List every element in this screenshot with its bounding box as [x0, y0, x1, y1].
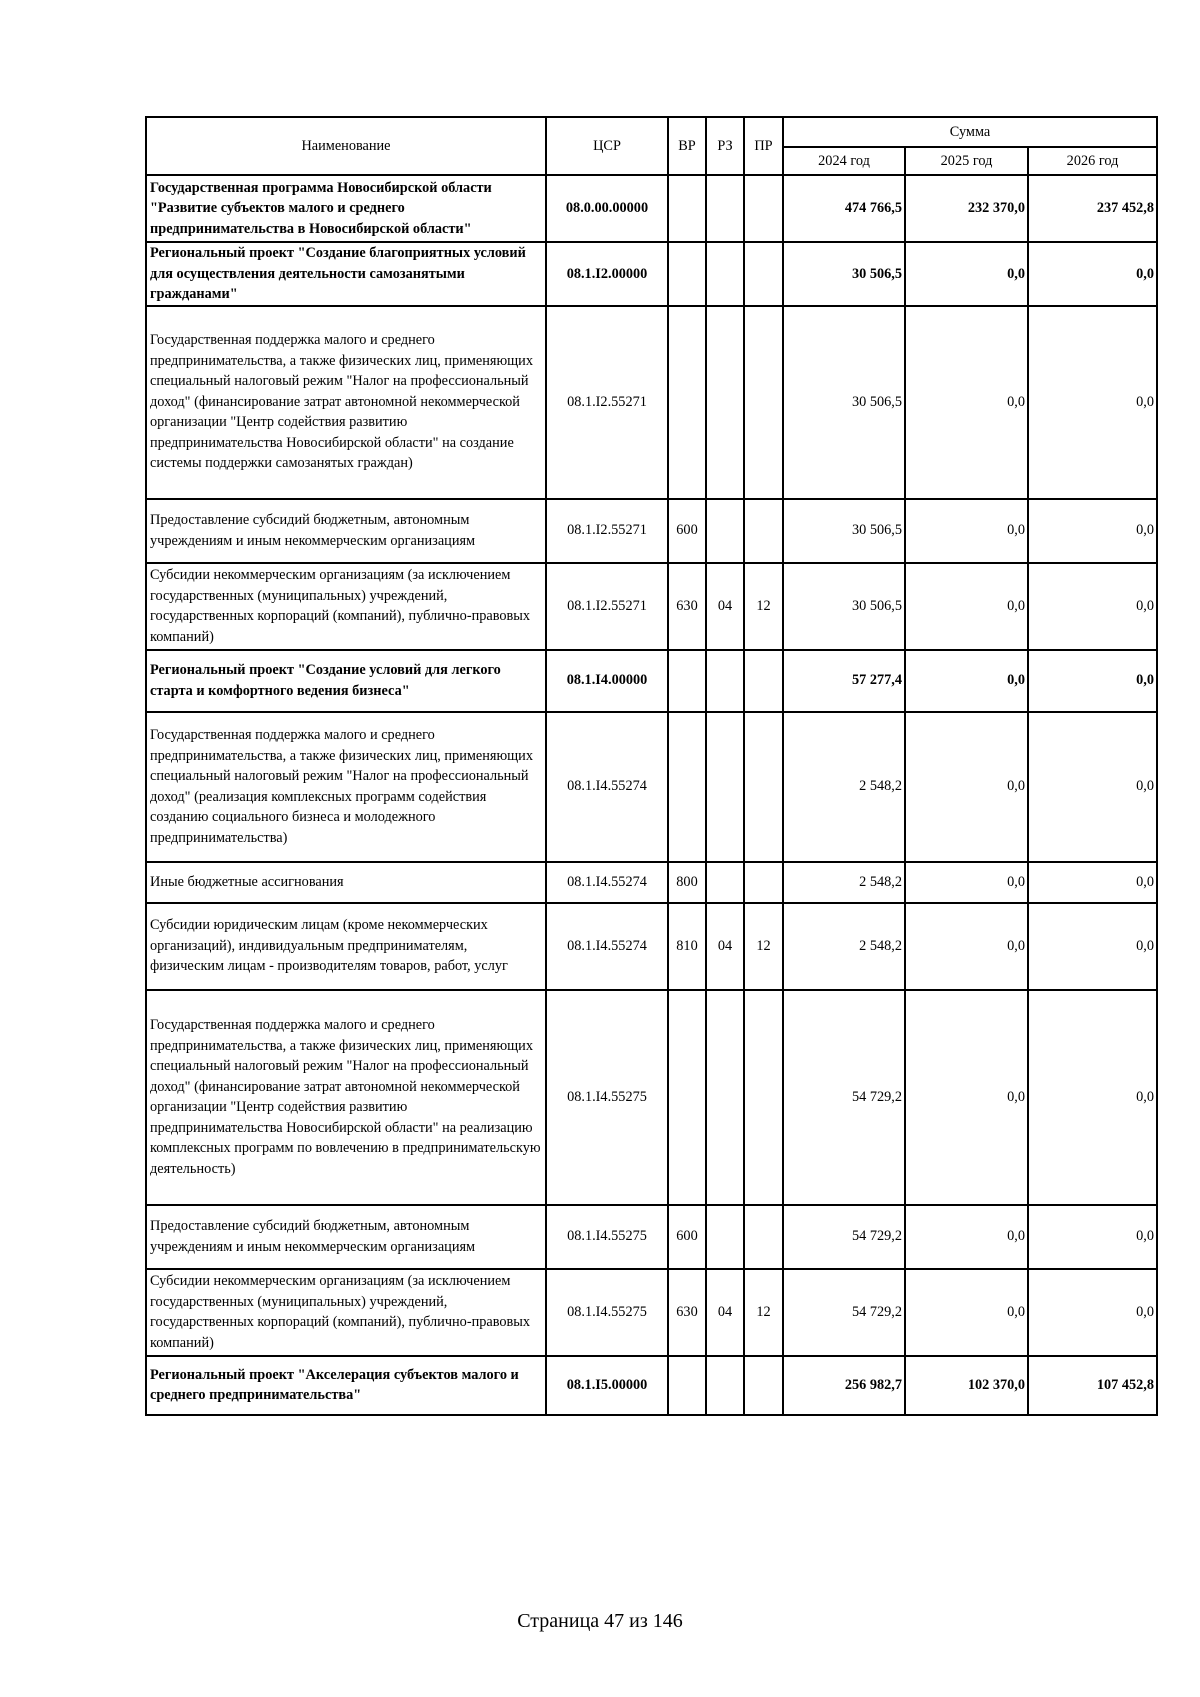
cell-2025: 102 370,0 [905, 1356, 1028, 1415]
cell-2025: 0,0 [905, 650, 1028, 712]
cell-vr [668, 990, 706, 1205]
cell-name: Государственная поддержка малого и среднего предпринимательства, а также физических лиц, применяющих специальный налоговый режим "Налог на профессиональный доход" (финансирование затрат автономной некоммерческой организации "Центр содействия развитию предпринимательства Новосибирской области" на создание системы поддержки самозанятых граждан) [146, 306, 546, 499]
budget-table-container [145, 116, 1156, 1416]
cell-rz [706, 242, 744, 306]
table-body [146, 175, 1157, 1415]
header-name: Наименование [146, 117, 546, 175]
cell-vr [668, 650, 706, 712]
cell-pr [744, 990, 783, 1205]
cell-pr: 12 [744, 903, 783, 990]
cell-2026: 0,0 [1028, 1269, 1157, 1356]
header-vr: ВР [668, 117, 706, 175]
cell-vr: 800 [668, 862, 706, 903]
cell-2026: 0,0 [1028, 306, 1157, 499]
cell-vr: 600 [668, 499, 706, 563]
cell-csr: 08.1.I4.00000 [546, 650, 668, 712]
header-sum: Сумма [783, 117, 1157, 147]
cell-pr [744, 175, 783, 242]
cell-2026: 0,0 [1028, 242, 1157, 306]
cell-rz [706, 862, 744, 903]
cell-vr: 630 [668, 1269, 706, 1356]
cell-csr: 08.1.I4.55274 [546, 862, 668, 903]
cell-2025: 0,0 [905, 563, 1028, 650]
cell-pr [744, 242, 783, 306]
header-year-2025: 2025 год [905, 147, 1028, 175]
cell-2026: 0,0 [1028, 903, 1157, 990]
table-row [146, 1356, 1157, 1415]
cell-vr [668, 242, 706, 306]
cell-2026: 0,0 [1028, 650, 1157, 712]
cell-name: Иные бюджетные ассигнования [146, 862, 546, 903]
cell-2026: 0,0 [1028, 712, 1157, 862]
cell-2026: 0,0 [1028, 563, 1157, 650]
header-year-2024: 2024 год [783, 147, 905, 175]
cell-name: Государственная программа Новосибирской области "Развитие субъектов малого и среднего предпринимательства в Новосибирской области" [146, 175, 546, 242]
cell-rz [706, 650, 744, 712]
header-pr: ПР [744, 117, 783, 175]
table-row [146, 499, 1157, 563]
cell-2024: 2 548,2 [783, 862, 905, 903]
header-csr: ЦСР [546, 117, 668, 175]
cell-rz [706, 499, 744, 563]
cell-pr [744, 1205, 783, 1269]
cell-csr: 08.1.I5.00000 [546, 1356, 668, 1415]
cell-pr [744, 499, 783, 563]
cell-name: Региональный проект "Создание благоприятных условий для осуществления деятельности самозанятыми гражданами" [146, 242, 546, 306]
cell-name: Предоставление субсидий бюджетным, автономным учреждениям и иным некоммерческим организациям [146, 1205, 546, 1269]
cell-name: Субсидии юридическим лицам (кроме некоммерческих организаций), индивидуальным предпринимателям, физическим лицам - производителям товаров, работ, услуг [146, 903, 546, 990]
table-row [146, 1205, 1157, 1269]
header-row-1 [146, 117, 1157, 147]
cell-name: Субсидии некоммерческим организациям (за исключением государственных (муниципальных) учреждений, государственных корпораций (компаний), публично-правовых компаний) [146, 1269, 546, 1356]
cell-vr [668, 712, 706, 862]
cell-2024: 54 729,2 [783, 1269, 905, 1356]
cell-rz: 04 [706, 903, 744, 990]
cell-pr [744, 306, 783, 499]
cell-pr [744, 862, 783, 903]
budget-table [145, 116, 1158, 1416]
cell-2026: 107 452,8 [1028, 1356, 1157, 1415]
cell-2026: 237 452,8 [1028, 175, 1157, 242]
cell-2024: 57 277,4 [783, 650, 905, 712]
cell-vr [668, 306, 706, 499]
cell-2025: 0,0 [905, 903, 1028, 990]
cell-csr: 08.1.I2.55271 [546, 563, 668, 650]
table-row [146, 306, 1157, 499]
cell-2024: 54 729,2 [783, 1205, 905, 1269]
cell-2024: 2 548,2 [783, 712, 905, 862]
cell-2026: 0,0 [1028, 499, 1157, 563]
cell-2024: 54 729,2 [783, 990, 905, 1205]
cell-pr [744, 650, 783, 712]
cell-csr: 08.1.I2.55271 [546, 499, 668, 563]
page-number: Страница 47 из 146 [517, 1610, 683, 1632]
cell-name: Государственная поддержка малого и среднего предпринимательства, а также физических лиц, применяющих специальный налоговый режим "Налог на профессиональный доход" (финансирование затрат автономной некоммерческой организации "Центр содействия развитию предпринимательства Новосибирской области" на реализацию комплексных программ по вовлечению в предпринимательскую деятельность) [146, 990, 546, 1205]
cell-csr: 08.0.00.00000 [546, 175, 668, 242]
cell-csr: 08.1.I4.55275 [546, 1205, 668, 1269]
cell-rz [706, 306, 744, 499]
cell-rz [706, 1356, 744, 1415]
cell-name: Государственная поддержка малого и среднего предпринимательства, а также физических лиц, применяющих специальный налоговый режим "Налог на профессиональный доход" (реализация комплексных программ содействия созданию социального бизнеса и молодежного предпринимательства) [146, 712, 546, 862]
cell-2024: 2 548,2 [783, 903, 905, 990]
cell-pr: 12 [744, 563, 783, 650]
cell-vr: 600 [668, 1205, 706, 1269]
table-row [146, 242, 1157, 306]
cell-2025: 0,0 [905, 499, 1028, 563]
cell-rz [706, 712, 744, 862]
cell-2025: 0,0 [905, 712, 1028, 862]
table-row [146, 903, 1157, 990]
cell-vr [668, 175, 706, 242]
cell-2024: 256 982,7 [783, 1356, 905, 1415]
cell-2025: 0,0 [905, 1269, 1028, 1356]
table-row [146, 990, 1157, 1205]
cell-csr: 08.1.I4.55275 [546, 1269, 668, 1356]
cell-csr: 08.1.I4.55274 [546, 712, 668, 862]
cell-2025: 0,0 [905, 306, 1028, 499]
cell-2025: 0,0 [905, 242, 1028, 306]
cell-2025: 0,0 [905, 1205, 1028, 1269]
cell-2025: 0,0 [905, 862, 1028, 903]
table-row [146, 563, 1157, 650]
table-row [146, 712, 1157, 862]
cell-rz [706, 1205, 744, 1269]
cell-name: Региональный проект "Акселерация субъектов малого и среднего предпринимательства" [146, 1356, 546, 1415]
cell-name: Предоставление субсидий бюджетным, автономным учреждениям и иным некоммерческим организациям [146, 499, 546, 563]
header-year-2026: 2026 год [1028, 147, 1157, 175]
cell-2025: 232 370,0 [905, 175, 1028, 242]
cell-csr: 08.1.I4.55275 [546, 990, 668, 1205]
cell-2024: 474 766,5 [783, 175, 905, 242]
cell-pr [744, 712, 783, 862]
cell-2024: 30 506,5 [783, 242, 905, 306]
cell-2024: 30 506,5 [783, 306, 905, 499]
cell-2026: 0,0 [1028, 990, 1157, 1205]
cell-2024: 30 506,5 [783, 563, 905, 650]
cell-name: Субсидии некоммерческим организациям (за исключением государственных (муниципальных) учреждений, государственных корпораций (компаний), публично-правовых компаний) [146, 563, 546, 650]
cell-csr: 08.1.I4.55274 [546, 903, 668, 990]
cell-name: Региональный проект "Создание условий для легкого старта и комфортного ведения бизнеса" [146, 650, 546, 712]
cell-rz [706, 175, 744, 242]
cell-2025: 0,0 [905, 990, 1028, 1205]
cell-2024: 30 506,5 [783, 499, 905, 563]
table-row [146, 175, 1157, 242]
cell-2026: 0,0 [1028, 1205, 1157, 1269]
cell-pr [744, 1356, 783, 1415]
table-row [146, 1269, 1157, 1356]
cell-rz [706, 990, 744, 1205]
cell-rz: 04 [706, 563, 744, 650]
table-row [146, 862, 1157, 903]
cell-rz: 04 [706, 1269, 744, 1356]
cell-2026: 0,0 [1028, 862, 1157, 903]
cell-vr [668, 1356, 706, 1415]
table-row [146, 650, 1157, 712]
cell-csr: 08.1.I2.00000 [546, 242, 668, 306]
cell-pr: 12 [744, 1269, 783, 1356]
cell-vr: 810 [668, 903, 706, 990]
cell-vr: 630 [668, 563, 706, 650]
header-rz: РЗ [706, 117, 744, 175]
cell-csr: 08.1.I2.55271 [546, 306, 668, 499]
